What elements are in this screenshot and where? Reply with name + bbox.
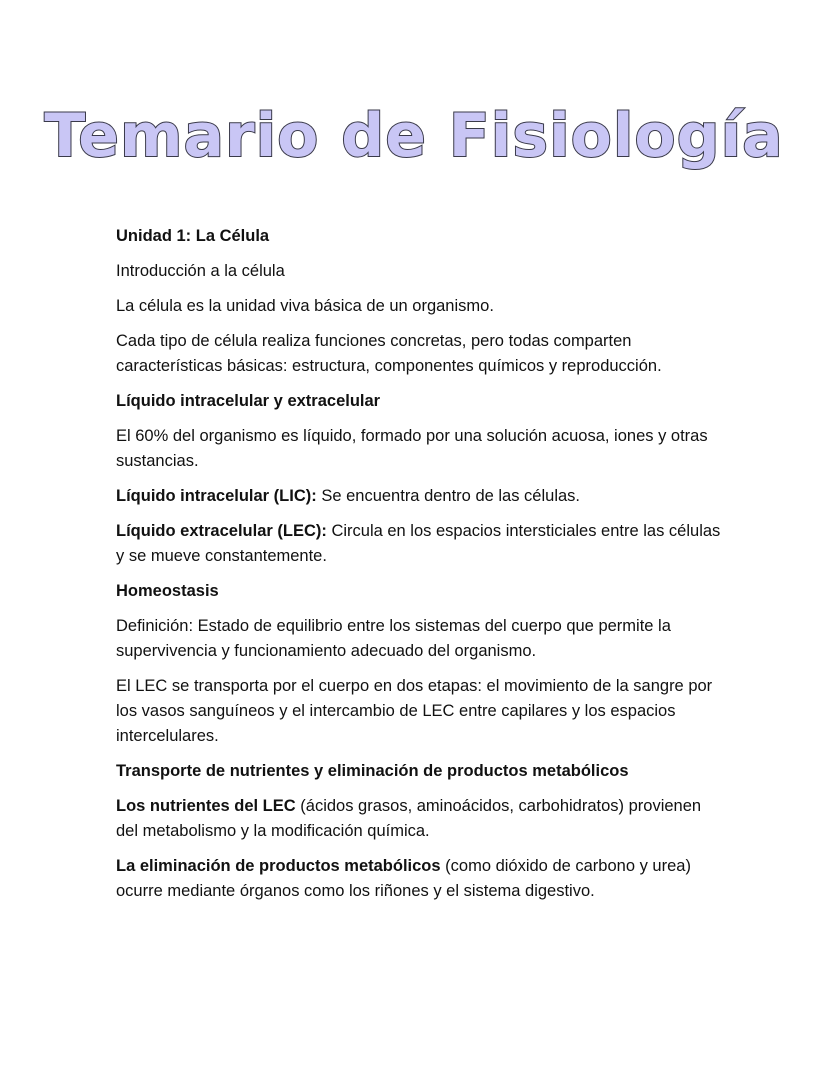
document-title: Temario de Fisiología — [44, 101, 784, 171]
paragraph-lec — [116, 519, 726, 569]
section-heading-homeostasis: Homeostasis — [116, 582, 219, 600]
paragraph-cell-characteristics: Cada tipo de célula realiza funciones concretas, pero todas comparten características básicas: estructura, componentes químicos y reproducción. — [116, 332, 662, 375]
intro-heading: Introducción a la célula — [116, 262, 285, 280]
lic-text: Se encuentra dentro de las células. — [316, 487, 581, 505]
lec-text: Circula en los espacios intersticiales entre las células y se mueve constantemente. — [116, 522, 721, 565]
unit-heading: Unidad 1: La Célula — [116, 227, 270, 245]
elimination-label: La eliminación de productos metabólicos — [116, 857, 441, 875]
paragraph-liquid-percentage: El 60% del organismo es líquido, formado por una solución acuosa, iones y otras sustancias. — [116, 427, 708, 470]
paragraph-elimination — [116, 854, 726, 904]
paragraph-homeostasis-definition: Definición: Estado de equilibrio entre los sistemas del cuerpo que permite la supervivencia y funcionamiento adecuado del organismo. — [116, 617, 671, 660]
paragraph-lec-transport: El LEC se transporta por el cuerpo en dos etapas: el movimiento de la sangre por los vasos sanguíneos y el intercambio de LEC entre capilares y los espacios intercelulares. — [116, 677, 713, 745]
section-heading-liquids: Líquido intracelular y extracelular — [116, 392, 381, 410]
section-heading-transport: Transporte de nutrientes y eliminación de productos metabólicos — [116, 762, 629, 780]
elimination-text: (como dióxido de carbono y urea) ocurre mediante órganos como los riñones y el sistema digestivo. — [116, 857, 691, 900]
paragraph-cell-definition: La célula es la unidad viva básica de un organismo. — [116, 297, 494, 315]
paragraph-nutrients — [116, 794, 726, 844]
paragraph-lic — [116, 484, 726, 509]
lec-label: Líquido extracelular (LEC): — [116, 522, 327, 540]
document-body — [116, 224, 726, 914]
lic-label: Líquido intracelular (LIC): — [116, 487, 317, 505]
nutrients-text: (ácidos grasos, aminoácidos, carbohidratos) provienen del metabolismo y la modificación química. — [116, 797, 702, 840]
nutrients-label: Los nutrientes del LEC — [116, 797, 296, 815]
